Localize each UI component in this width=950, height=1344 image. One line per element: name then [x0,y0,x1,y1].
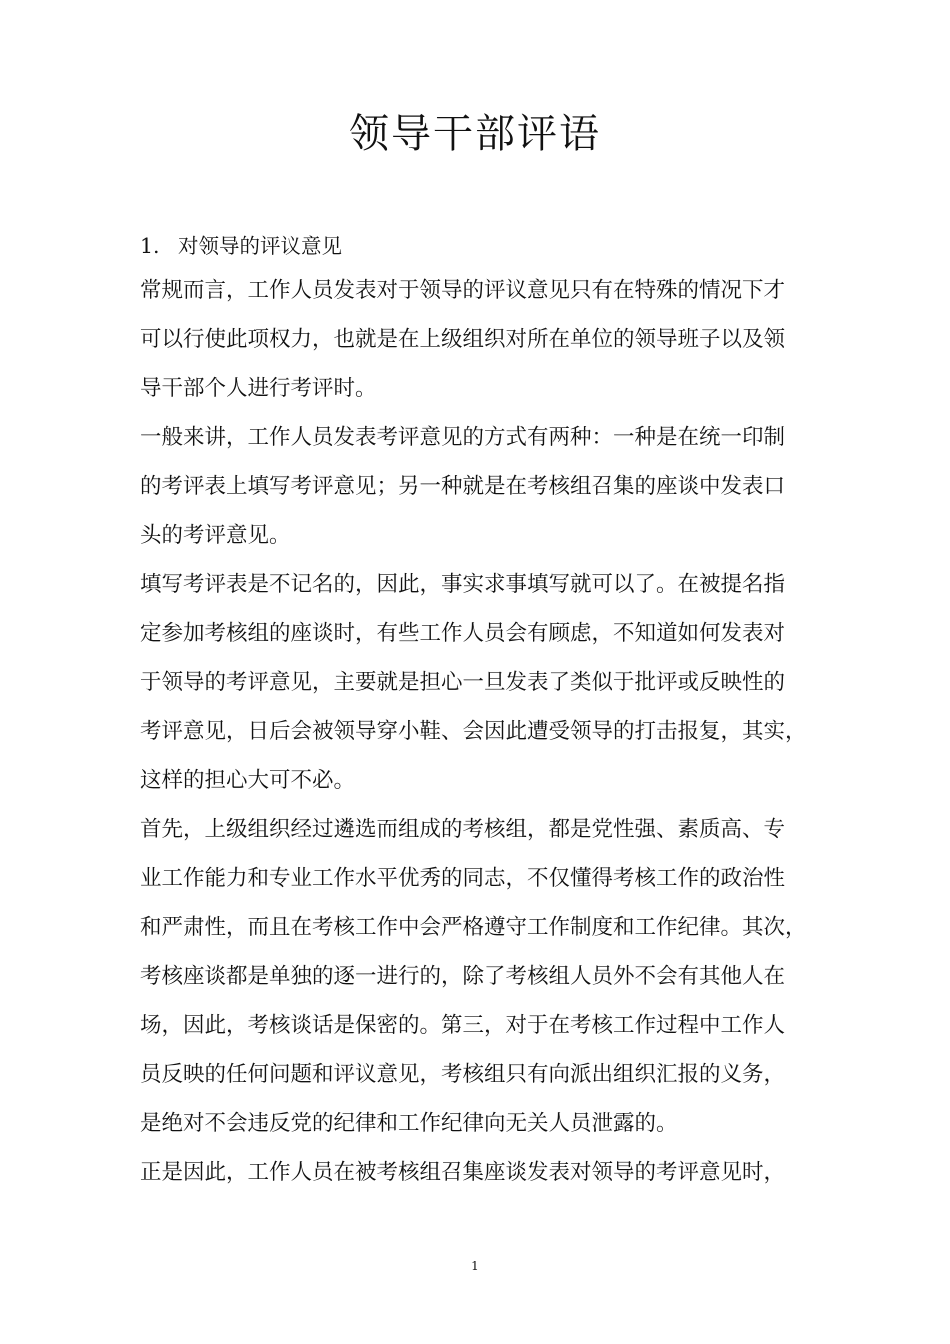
paragraph-line: 于领导的考评意见，主要就是担心一旦发表了类似于批评或反映性的 [140,670,786,695]
paragraph-line: 一般来讲，工作人员发表考评意见的方式有两种：一种是在统一印制 [140,425,786,450]
paragraph-line: 和严肃性，而且在考核工作中会严格遵守工作制度和工作纪律。其次， [140,915,807,940]
paragraph-line: 填写考评表是不记名的，因此，事实求事填写就可以了。在被提名指 [140,572,786,597]
paragraph-line: 正是因此，工作人员在被考核组召集座谈发表对领导的考评意见时， [140,1160,786,1185]
section-heading-text: 对领导的评议意见 [178,234,342,258]
paragraph-line: 场，因此，考核谈话是保密的。第三，对于在考核工作过程中工作人 [140,1013,786,1038]
paragraph-line: 定参加考核组的座谈时，有些工作人员会有顾虑，不知道如何发表对 [140,621,786,646]
paragraph-line: 导干部个人进行考评时。 [140,376,377,401]
document-title: 领导干部评语 [349,111,601,157]
paragraph-4 [140,811,830,1154]
paragraph-line: 这样的担心大可不必。 [140,768,356,793]
paragraph-line: 员反映的任何问题和评议意见，考核组只有向派出组织汇报的义务， [140,1062,786,1087]
paragraph-line: 头的考评意见。 [140,523,291,548]
paragraph-line: 的考评表上填写考评意见；另一种就是在考核组召集的座谈中发表口 [140,474,786,499]
section-number: 1. [140,234,160,258]
paragraph-line: 常规而言，工作人员发表对于领导的评议意见只有在特殊的情况下才 [140,278,786,303]
paragraph-2 [140,419,830,566]
paragraph-1 [140,272,830,419]
page-number: 1 [471,1259,479,1273]
paragraph-line: 考核座谈都是单独的逐一进行的，除了考核组人员外不会有其他人在 [140,964,786,989]
paragraph-line: 是绝对不会违反党的纪律和工作纪律向无关人员泄露的。 [140,1111,678,1136]
paragraph-line: 考评意见，日后会被领导穿小鞋、会因此遭受领导的打击报复，其实， [140,719,807,744]
paragraph-3 [140,566,830,811]
document-body [140,228,830,1203]
paragraph-line: 业工作能力和专业工作水平优秀的同志，不仅懂得考核工作的政治性 [140,866,786,891]
paragraph-line: 首先，上级组织经过遴选而组成的考核组，都是党性强、素质高、专 [140,817,786,842]
paragraph-line: 可以行使此项权力，也就是在上级组织对所在单位的领导班子以及领 [140,327,786,352]
section-heading [140,228,830,272]
paragraph-5 [140,1154,830,1203]
